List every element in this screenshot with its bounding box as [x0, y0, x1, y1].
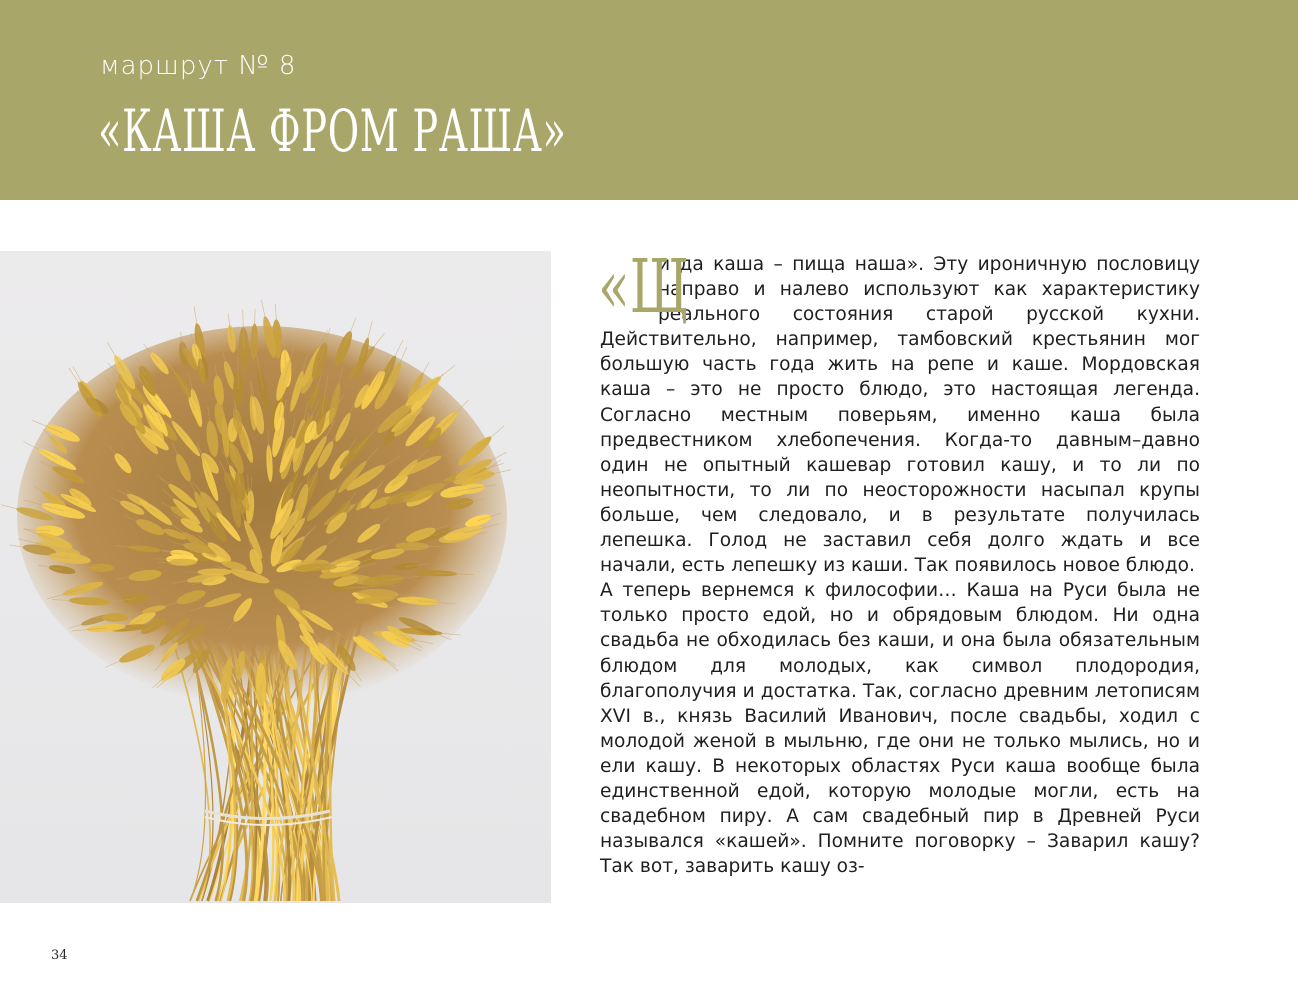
wheat-sheaf-image: [0, 251, 551, 903]
drop-cap: «Щ: [598, 244, 689, 330]
route-label: маршрут № 8: [100, 51, 297, 81]
wheat-sheaf-photo: [0, 251, 551, 903]
page-title: «КАША ФРОМ РАША»: [98, 97, 567, 165]
header-banner: [0, 0, 1298, 200]
article-text: [598, 244, 1200, 879]
article-paragraph-2: А теперь вернемся к философии… Каша на Руси была не только просто едой, но и обрядовым блюдом. Ни одна свадьба не обходилась без каши, и она была обязательным блюдом для молодых, как символ плодородия, благополучия и достатка. Так, согласно древним летописям XVI в., князь Василий Иванович, после свадьбы, ходил с молодой женой в мыльню, где они не только мылись, но и ели кашу. В некоторых областях Руси каша вообще была единственной едой, которую молодые могли, есть на свадебном пиру. А сам свадебный пир в Древней Руси назывался «кашей». Помните поговорку – Заварил кашу? Так вот, заварить кашу оз-: [600, 580, 1200, 878]
article-paragraph-1: и да каша – пища наша». Эту ироничную пословицу направо и налево используют как характеристику реального состояния старой русской кухни. Действительно, например, тамбовский крестьянин мог большую часть года жить на репе и каше. Мордовская каша – это не просто блюдо, это настоящая легенда. Согласно местным поверьям, именно каша была предвестником хлебопечения. Когда-то давным–давно один не опытный кашевар готовил кашу, и то ли по неопытности, то ли по неосторожности насыпал крупы больше, чем следовало, и в результате получилась лепешка. Голод не заставил себя долго ждать и все начали, есть лепешку из каши. Так появилось новое блюдо.: [600, 254, 1200, 577]
page-number: 34: [51, 948, 68, 963]
